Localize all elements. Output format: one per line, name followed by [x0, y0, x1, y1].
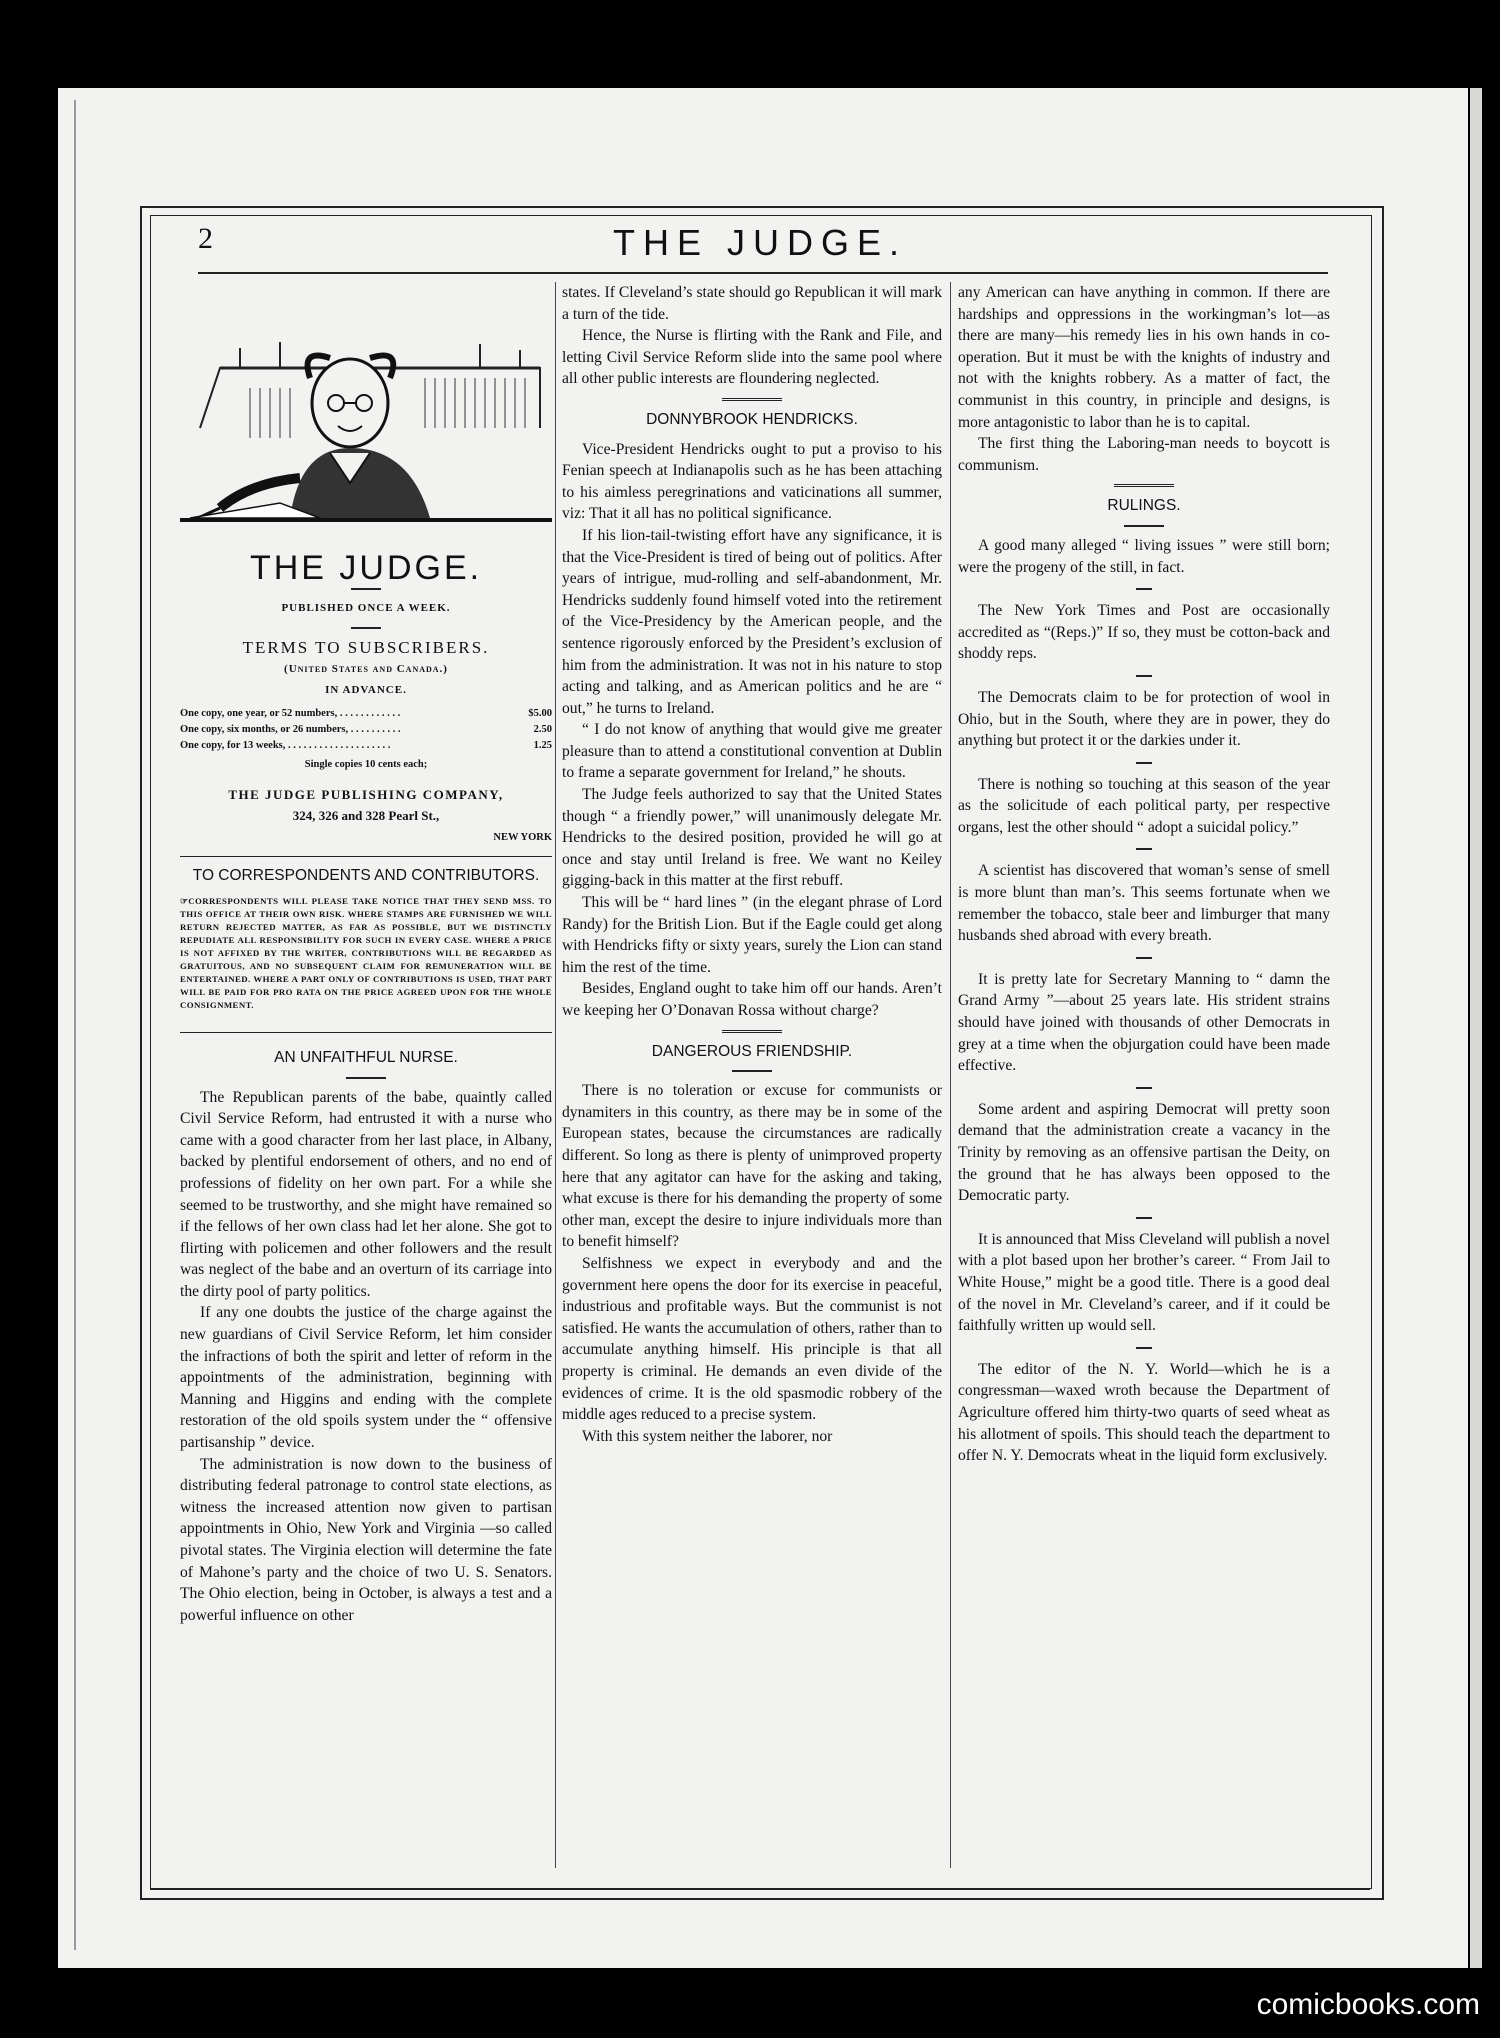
- judge-caricature-illustration: [180, 308, 552, 522]
- article-paragraph: There is no toleration or excuse for communists or dynamiters in this country, as there may be in some of the European states, because the circumstances are radically different. So long as there is plenty of unimproved property here that any agitator can have for the asking and taking, what excuse is there for his demanding the property of some other man, except the desire to injure individuals more than to benefit himself?: [562, 1082, 942, 1251]
- ruling-item: The New York Times and Post are occasionally accredited as “(Reps.)” If so, they must be cotton-back and shoddy reps.: [958, 602, 1330, 663]
- divider-dash: [732, 1070, 772, 1072]
- divider-dash: [1124, 525, 1164, 527]
- price-value: $5.00: [528, 707, 552, 719]
- publication-frequency: PUBLISHED ONCE A WEEK.: [281, 601, 451, 614]
- ruling-item: A scientist has discovered that woman’s sense of smell is more blunt than man’s. This seems fortunate when we remember the tobacco, stale beer and limburger that many husbands shed abroad with every breath.: [958, 862, 1330, 945]
- article-heading-donnybrook-hendricks: DONNYBROOK HENDRICKS.: [646, 410, 858, 428]
- article-paragraph: If any one doubts the justice of the charge against the new guardians of Civil Service Reform, let him consider the infractions of both the spirit and letter of reform in the appointments of the administration, beginning with Manning and Higgins and ending with the complete restoration of the old spoils system under the “ offensive partisanship ” device.: [180, 1304, 552, 1452]
- ruling-item: A good many alleged “ living issues ” were still born; were the progeny of the still, in fact.: [958, 536, 1330, 576]
- divider-dash: [351, 627, 381, 629]
- article-paragraph: Besides, England ought to take him off our hands. Aren’t we keeping her O’Donavan Rossa without charge?: [562, 980, 942, 1019]
- article-paragraph: This will be “ hard lines ” (in the elegant phrase of Lord Randy) for the British Lion. But if the Eagle could get along with Hendricks fifty or sixty years, surely the Lion can stand him the rest of the time.: [562, 894, 942, 976]
- article-paragraph: Selfishness we expect in everybody and and the government here opens the door for its exercise in peaceful, industrious and profitable ways. But the communist is not satisfied. He wants the accumulation of others, rather than to accumulate anything himself. His principle is that all property is criminal. He demands an even divide of the evidences of crime. It is the old spasmodic robbery of the middle ages reduced to a precise system.: [562, 1254, 942, 1424]
- price-label: One copy, six months, or 26 numbers, . . . . . . . . . .: [180, 723, 401, 735]
- price-value: 1.25: [533, 739, 552, 751]
- terms-region: (United States and Canada.): [284, 662, 448, 675]
- article-paragraph: Hence, the Nurse is flirting with the Rank and File, and letting Civil Service Reform slide into the same pool where all other public interests are floundering neglected.: [562, 327, 942, 388]
- section-divider: [722, 1030, 782, 1033]
- masthead-title: THE JUDGE.: [612, 222, 907, 263]
- section-rule: [180, 856, 552, 857]
- publication-title: THE JUDGE.: [249, 549, 483, 587]
- terms-advance: IN ADVANCE.: [325, 684, 407, 697]
- article-paragraph: “ I do not know of anything that would give me greater pleasure than to attend a constitutional convention at Dublin to frame a separate government for Ireland,” he shouts.: [562, 721, 942, 782]
- divider-dash: [1136, 675, 1152, 677]
- article-paragraph: Vice-President Hendricks ought to put a proviso to his Fenian speech at Indianapolis such as he has been attaching to his aimless peregrinations and vaticinations all summer, viz: That it all has no political significance.: [562, 440, 942, 523]
- terms-heading: TERMS TO SUBSCRIBERS.: [242, 638, 490, 658]
- masthead-illustration: [180, 308, 552, 538]
- price-row: [180, 722, 552, 738]
- price-row: [180, 738, 552, 754]
- section-rule: [180, 1032, 552, 1033]
- masthead-rule: [198, 272, 1328, 274]
- single-copy-price: Single copies 10 cents each;: [304, 758, 428, 770]
- divider-dash: [1136, 957, 1152, 959]
- correspondents-notice: ☞CORRESPONDENTS WILL PLEASE TAKE NOTICE THAT THEY SEND MSS. TO THIS OFFICE AT THEIR OWN RISK. WHERE STAMPS ARE FURNISHED WE WILL RETURN REJECTED MATTER, AS FAR AS POSSIBLE, BUT WE DISTINCTLY REPUDIATE ALL RESPONSIBILITY FOR SUCH IN EVERY CASE. WHERE A PRICE IS NOT AFFIXED BY THE WRITER, CONTRIBUTIONS WILL BE REGARDED AS GRATUITOUS, AND NO SUBSEQUENT CLAIM FOR REMUNERATION WILL BE ENTERTAINED. WHERE A PART ONLY OF CONTRIBUTIONS IS USED, THAT PART WILL BE PAID FOR PRO RATA ON THE PRICE AGREED UPON FOR THE WHOLE CONSIGNMENT.: [180, 895, 552, 1010]
- article-paragraph: The Judge feels authorized to say that the United States though “ a friendly power,” will unanimously delegate Mr. Hendricks to the desired position, provided he will go at once and stay until Ireland is free. We want no Keiley gigging-back in this matter at the first rebuff.: [562, 786, 942, 890]
- page-number: 2: [198, 222, 213, 255]
- divider-dash: [351, 588, 381, 590]
- article-paragraph: With this system neither the laborer, nor: [582, 1427, 833, 1445]
- divider-dash: [1136, 762, 1152, 764]
- column-divider: [950, 282, 951, 1868]
- price-label: One copy, one year, or 52 numbers, . . . . . . . . . . . .: [180, 707, 401, 719]
- site-watermark: comicbooks.com: [1256, 1988, 1480, 2021]
- correspondents-heading: TO CORRESPONDENTS AND CONTRIBUTORS.: [192, 867, 540, 885]
- section-divider: [722, 398, 782, 401]
- price-row: [180, 706, 552, 722]
- publisher-name: THE JUDGE PUBLISHING COMPANY,: [228, 786, 504, 802]
- ruling-item: It is announced that Miss Cleveland will publish a novel with a plot based upon her brother’s career. “ From Jail to White House,” might be a good title. There is a good deal of the novel in Mr. Cleveland’s career, and if it could be faithfully written up would sell.: [958, 1230, 1330, 1335]
- divider-dash: [1136, 588, 1152, 590]
- ruling-item: The Democrats claim to be for protection of wool in Ohio, but in the South, where they are in power, they do anything but protect it or the darkies under it.: [958, 688, 1330, 750]
- divider-dash: [1136, 1347, 1152, 1349]
- article-paragraph: states. If Cleveland’s state should go Republican it will mark a turn of the tide.: [562, 284, 942, 323]
- price-list: [180, 706, 552, 754]
- divider-dash: [1136, 1217, 1152, 1219]
- article-heading-unfaithful-nurse: AN UNFAITHFUL NURSE.: [274, 1048, 458, 1066]
- article-paragraph: any American can have anything in common. If there are hardships and oppressions in the workingman’s lot—as there are many—his remedy lies in his own hands in co-operation. But it must be with the knights of industry and not with the knights robbery. As a matter of fact, the communist in this country, in principle and designs, is more antagonistic to labor than he is to capital.: [958, 284, 1330, 431]
- article-paragraph: The administration is now down to the business of distributing federal patronage to control state elections, as witness the increased attention now given to partisan appointments in Ohio, New York and Virginia —so called pivotal states. The Virginia election will determine the fate of Mahone’s party and the choice of two U. S. Senators. The Ohio election, being in October, is always a test and a powerful influence on other: [180, 1455, 552, 1624]
- spine-line: [74, 100, 76, 1950]
- next-page-edge: [1470, 88, 1482, 1968]
- column-divider: [555, 282, 556, 1868]
- ruling-item: The editor of the N. Y. World—which he is a congressman—waxed wroth because the Department of Agriculture offered him thirty-two quarts of seed wheat as his allotment of spoils. This should teach the department to offer N. Y. Democrats wheat in the liquid form exclusively.: [958, 1360, 1330, 1465]
- page-bottom-rule: [150, 1888, 1370, 1890]
- column-left: [180, 282, 552, 1626]
- publisher-city: NEW YORK: [493, 831, 552, 843]
- article-heading-dangerous-friendship: DANGEROUS FRIENDSHIP.: [651, 1042, 853, 1060]
- price-label: One copy, for 13 weeks, . . . . . . . . . . . . . . . . . . . .: [180, 739, 391, 751]
- article-paragraph: The Republican parents of the babe, quaintly called Civil Service Reform, had entrusted it with a nurse who came with a good character from her last place, in Albany, backed by plentiful endorsement of others, and no end of professions of fidelity on her own part. For a while she seemed to be trustworthy, and she might have remained so if the fellows of her own class had let her alone. She got to flirting with policemen and other followers and the result was neglect of the babe and an overturn of its carriage into the dirty pool of party politics.: [180, 1088, 552, 1300]
- divider-dash: [1136, 1087, 1152, 1089]
- column-middle: [562, 282, 942, 1447]
- article-heading-rulings: RULINGS.: [1107, 497, 1181, 515]
- illustration-baseline: [180, 518, 552, 522]
- divider-dash: [1136, 848, 1152, 850]
- ruling-item: It is pretty late for Secretary Manning to “ damn the Grand Army ”—about 25 years late. His strident strains should have joined with thousands of other Democrats in grey at a time when the objurgation could have been made effective.: [958, 970, 1330, 1075]
- publisher-address: 324, 326 and 328 Pearl St.,: [292, 808, 440, 824]
- divider-dash: [346, 1077, 386, 1079]
- ruling-item: There is nothing so touching at this season of the year as the solicitude of each political party, per respective organs, lest the other should “ adopt a suicidal policy.”: [958, 775, 1330, 836]
- ruling-item: Some ardent and aspiring Democrat will pretty soon demand that the administration create a vacancy in the Trinity by removing as an offensive partisan the Deity, on the ground that he has always been opposed to the Democratic party.: [958, 1100, 1330, 1205]
- price-value: 2.50: [533, 723, 552, 735]
- section-divider: [1114, 484, 1174, 487]
- article-paragraph: The first thing the Laboring-man needs to boycott is communism.: [958, 435, 1330, 474]
- article-paragraph: If his lion-tail-twisting effort have any significance, it is that the Vice-President is tired of being out of politics. After years of intrigue, mud-rolling and self-abandonment, Mr. Hendricks suddenly found himself voted into the retirement of the Vice-Presidency by the American people, and the sentence rigorously enforced by the President’s exclusion of him from the administration. It was not in his nature to stop acting and talking, and as American politics and he are “ out,” he turns to Ireland.: [562, 526, 942, 717]
- column-right: [958, 282, 1330, 1467]
